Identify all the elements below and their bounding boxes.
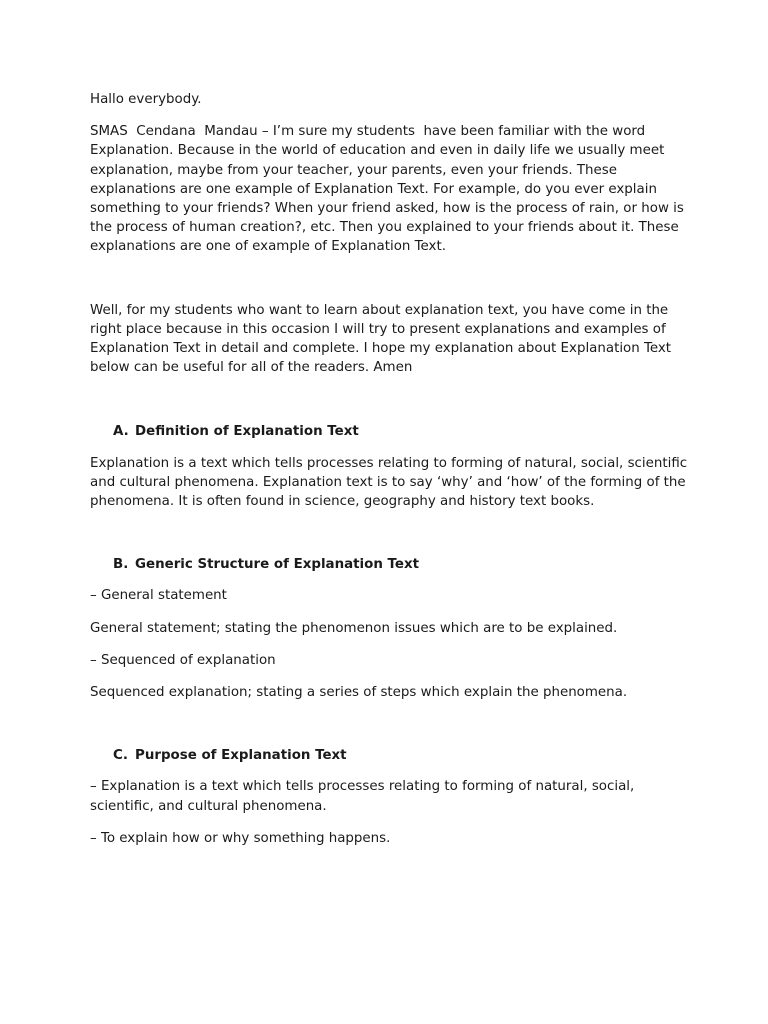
intro-paragraph: SMAS Cendana Mandau – I’m sure my students have been familiar with the word Explanation. Because in the world of education and even in daily life we usually meet explanation, maybe from your teacher, your parents, even your friends. These explanations are one example of Explanation Text. For example, do you ever explain something to your friends? When your friend asked, how is the process of rain, or how is the process of human creation?, etc. Then you explained to your friends about it. These explanations are one of example of Explanation Text. — [90, 124, 689, 255]
section-title: Definition of Explanation Text — [135, 424, 359, 440]
greeting-paragraph: Hallo everybody. — [90, 92, 202, 107]
section-paragraph: – General statement — [90, 588, 227, 604]
section-letter: B. — [113, 557, 129, 573]
section-purpose — [90, 746, 690, 848]
section-heading — [90, 746, 690, 765]
section-paragraph: Sequenced explanation; stating a series of steps which explain the phenomena. — [90, 685, 628, 701]
section-paragraph: Explanation is a text which tells processes relating to forming of natural, social, scientific and cultural phenomena. Explanation text is to say ‘why’ and ‘how’ of the forming of the phenomena. It is often found in science, geography and history text books. — [90, 455, 692, 510]
section-paragraph: – Explanation is a text which tells processes relating to forming of natural, social, scientific, and cultural phenomena. — [90, 779, 639, 814]
section-heading — [90, 555, 690, 574]
section-title: Generic Structure of Explanation Text — [135, 557, 419, 573]
section-letter: C. — [113, 748, 128, 764]
section-definition — [90, 422, 690, 511]
section-paragraph: General statement; stating the phenomenon issues which are to be explained. — [90, 620, 618, 636]
purpose-paragraph: Well, for my students who want to learn about explanation text, you have come in the right place because in this occasion I will try to present explanations and examples of Explanation Text in detail and complete. I hope my explanation about Explanation Text below can be useful for all of the readers. Amen — [90, 302, 676, 376]
section-heading — [90, 422, 690, 441]
section-generic-structure — [90, 555, 690, 702]
section-letter: A. — [113, 424, 129, 440]
section-title: Purpose of Explanation Text — [135, 748, 347, 764]
section-paragraph: – Sequenced of explanation — [90, 652, 276, 668]
section-paragraph: – To explain how or why something happens. — [90, 830, 391, 846]
document-page — [90, 90, 690, 848]
